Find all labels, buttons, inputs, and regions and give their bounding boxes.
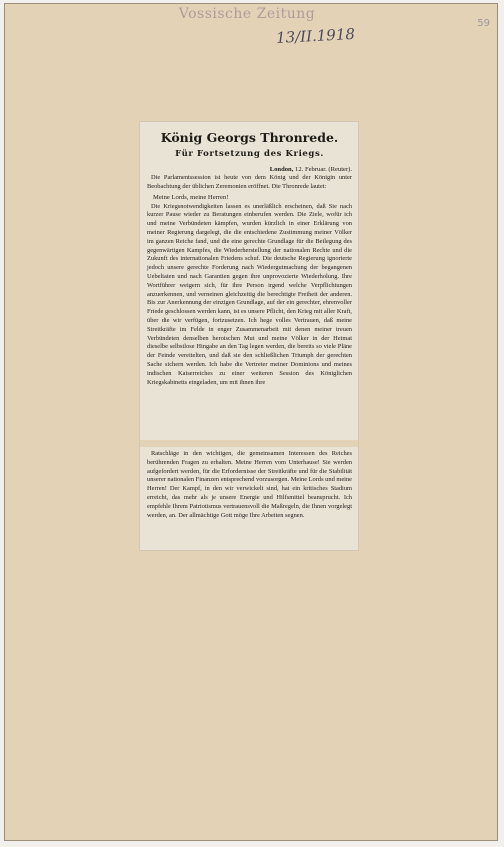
dateline <box>147 165 352 174</box>
newspaper-stamp: Vossische Zeitung <box>178 6 316 22</box>
clipping-part-one <box>147 126 352 387</box>
handwritten-date: 13/II.1918 <box>275 24 356 48</box>
clipping-gap <box>140 440 358 447</box>
clipping-part-two <box>147 450 352 520</box>
article-title: König Georgs Thronrede. <box>160 130 339 145</box>
dateline-rest: 12. Februar. (Reuter). <box>295 166 352 173</box>
intro-paragraph: Die Parlamentssession ist heute von dem König und der Königin unter Beobachtung der üblichen Zeremonien eröffnet. Die Thronrede lautet: <box>147 174 352 190</box>
body-paragraph-2: Ratschläge in den wichtigen, die gemeinsamen Interessen des Reiches berührenden Fragen zu erhalten. Meine Herren vom Unterhause! Sie werden aufgefordert werden, für die Erfordernisse der Streitkräfte und für die Stabilität unserer nationalen Finanzen entsprechend vorzusorgen. Meine Lords und meine Herren! Der Kampf, in den wir verwickelt sind, hat ein kritisches Stadium erreicht, das mehr als je unsere Energie und Hilfsmittel beansprucht. Ich empfehle Ihrem Patriotismus vertrauensvoll die Maßregeln, die Ihnen vorgelegt werden, an. Der allmächtige Gott möge Ihre Arbeiten segnen. <box>147 450 352 519</box>
salutation: Meine Lords, meine Herren! <box>153 193 229 201</box>
folio-number: 59 <box>477 18 490 29</box>
dateline-place: London, <box>269 166 294 173</box>
article-subtitle: Für Fortsetzung des Kriegs. <box>175 149 324 159</box>
body-paragraph-1: Die Kriegsnotwendigkeiten lassen es unerläßlich erscheinen, daß Sie nach kurzer Pause wieder zu Beratungen einberufen werden. Die Ziele, wofür ich und meine Verbündeten kämpfen, wurden kürzlich in einer Erklärung von meiner Regierung dargelegt, die die entschiedene Zustimmung meiner Völker im ganzen Reiche fand, und die eine gerechte Grundlage für die Beilegung des gegenwärtigen Kampfes, die Wiederherstellung der nationalen Rechte und die Zukunft des internationalen Friedens schuf. Die deutsche Regierung ignorierte jedoch unsere gerechte Forderung nach Wiedergutmachung der begangenen Uebeltaten und nach Garantien gegen ihre unprovozierte Wiederholung. Ihre Wortführer weigern sich, für ihre Person irgend welche Verpflichtungen anzuerkennen, und verneinen gleichzeitig die berechtigte Freiheit der anderen. Bis zur Anerkennung der einzigen Grundlage, auf der ein gerechter, ehrenvoller Friede geschlossen werden kann, ist es unsere Pflicht, den Krieg mit aller Kraft, über die wir verfügen, fortzusetzen. Ich hege volles Vertrauen, daß meine Streitkräfte im Felde in enger Zusammenarbeit mit denen meiner treuen Verbündeten denselben heroischen Mut und meine Völker in der Heimat dieselbe selbstlose Hingabe an den Tag legen werden, die bereits so viele Pläne der Feinde vereitelten, und daß sie den schließlichen Triumph der gerechten Sache sichern werden. Ich habe die Vertreter meiner Dominions und meines indischen Kaiserreiches zu einer weiteren Session des Königlichen Kriegskabinetts eingeladen, um mit ihnen ihre <box>147 202 352 386</box>
